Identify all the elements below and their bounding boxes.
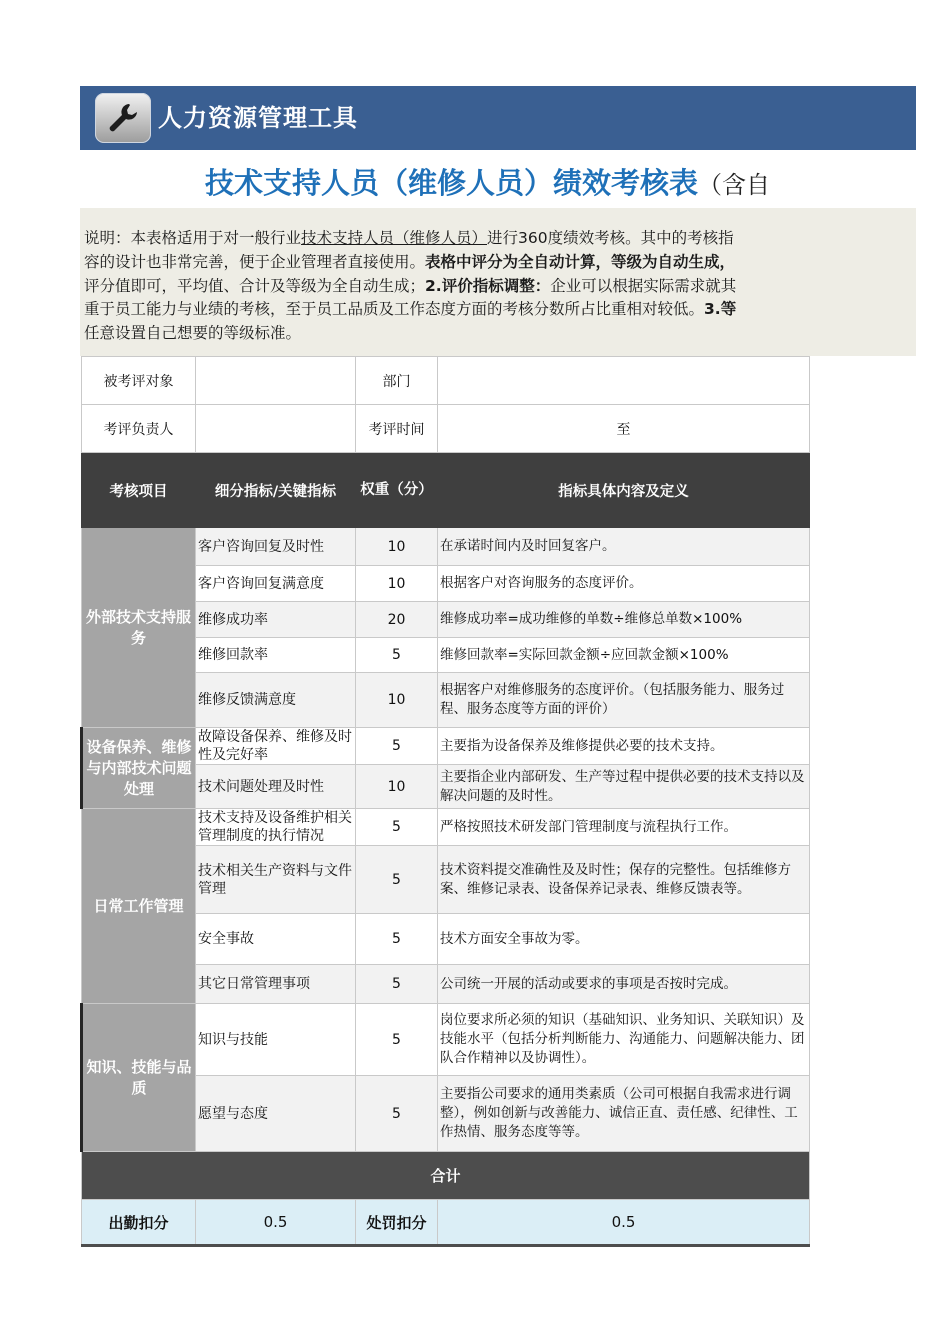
banner-title: 人力资源管理工具: [158, 104, 358, 132]
weight-cell[interactable]: 5: [356, 914, 438, 965]
category-knowledge: 知识、技能与品质: [82, 1004, 196, 1152]
category-daily: 日常工作管理: [82, 809, 196, 1004]
header-weight: 权重（分）: [356, 453, 438, 528]
indicator-cell: 维修成功率: [196, 602, 356, 638]
indicator-cell: 客户咨询回复满意度: [196, 566, 356, 602]
definition-cell: 技术资料提交准确性及及时性；保存的完整性。包括维修方案、维修记录表、设备保养记录表、维修反馈表等。: [438, 846, 810, 914]
indicator-cell: 故障设备保养、维修及时性及完好率: [196, 728, 356, 765]
weight-cell[interactable]: 5: [356, 1004, 438, 1076]
category-external: 外部技术支持服务: [82, 528, 196, 728]
owner-field[interactable]: [196, 405, 356, 453]
weight-cell[interactable]: 10: [356, 528, 438, 566]
deductions-row: [82, 1200, 810, 1246]
penalty-value[interactable]: 0.5: [438, 1200, 810, 1246]
weight-cell[interactable]: 20: [356, 602, 438, 638]
description-panel: [80, 208, 916, 356]
header-category: 考核项目: [82, 453, 196, 528]
weight-cell[interactable]: 5: [356, 965, 438, 1004]
indicator-cell: 维修回款率: [196, 638, 356, 673]
page-title: [205, 160, 808, 206]
total-label: 合计: [82, 1152, 810, 1200]
subject-label: 被考评对象: [82, 357, 196, 405]
category-equipment: 设备保养、维修与内部技术问题处理: [82, 728, 196, 809]
header-definition: 指标具体内容及定义: [438, 453, 810, 528]
total-row: [82, 1152, 810, 1200]
time-label: 考评时间: [356, 405, 438, 453]
indicator-cell: 维修反馈满意度: [196, 673, 356, 728]
info-row: [82, 357, 810, 405]
tool-badge: [95, 93, 151, 143]
info-row: [82, 405, 810, 453]
definition-cell: 主要指企业内部研发、生产等过程中提供必要的技术支持以及解决问题的及时性。: [438, 765, 810, 809]
definition-cell: 技术方面安全事故为零。: [438, 914, 810, 965]
title-main: 技术支持人员（维修人员）绩效考核表: [205, 166, 699, 200]
attendance-label: 出勤扣分: [82, 1200, 196, 1246]
indicator-cell: 安全事故: [196, 914, 356, 965]
definition-cell: 严格按照技术研发部门管理制度与流程执行工作。: [438, 809, 810, 846]
weight-cell[interactable]: 5: [356, 728, 438, 765]
definition-cell: 在承诺时间内及时回复客户。: [438, 528, 810, 566]
dept-label: 部门: [356, 357, 438, 405]
owner-label: 考评负责人: [82, 405, 196, 453]
penalty-label: 处罚扣分: [356, 1200, 438, 1246]
indicator-cell: 技术支持及设备维护相关管理制度的执行情况: [196, 809, 356, 846]
indicator-cell: 知识与技能: [196, 1004, 356, 1076]
indicator-cell: 其它日常管理事项: [196, 965, 356, 1004]
weight-cell[interactable]: 5: [356, 809, 438, 846]
table-header: [82, 453, 810, 528]
indicator-cell: 技术问题处理及时性: [196, 765, 356, 809]
weight-cell[interactable]: 10: [356, 673, 438, 728]
weight-cell[interactable]: 10: [356, 765, 438, 809]
description-text: 说明：本表格适用于对一般行业技术支持人员（维修人员）进行360度绩效考核。其中的考核指 容的设计也非常完善，便于企业管理者直接使用。表格中评分为全自动计算，等级为自动生成， 评分值即可，平均值、合计及等级为全自动生成；2.评价指标调整：企业可以根据实际需求就其 重于员工能力与业绩的考核，至于员工品质及工作态度方面的考核分数所占比重相对较低。3.等 任意设置自己想要的等级标准。: [84, 229, 737, 343]
indicator-cell: 技术相关生产资料与文件管理: [196, 846, 356, 914]
appraisal-table: [80, 356, 810, 1247]
time-field[interactable]: 至: [438, 405, 810, 453]
header-indicator: 细分指标/关键指标: [196, 453, 356, 528]
title-suffix: （含自: [698, 171, 771, 199]
attendance-value[interactable]: 0.5: [196, 1200, 356, 1246]
weight-cell[interactable]: 5: [356, 638, 438, 673]
table-row: [82, 528, 810, 566]
definition-cell: 主要指为设备保养及维修提供必要的技术支持。: [438, 728, 810, 765]
definition-cell: 根据客户对维修服务的态度评价。（包括服务能力、服务过程、服务态度等方面的评价）: [438, 673, 810, 728]
definition-cell: 维修成功率=成功维修的单数÷维修总单数×100%: [438, 602, 810, 638]
dept-field[interactable]: [438, 357, 810, 405]
weight-cell[interactable]: 10: [356, 566, 438, 602]
definition-cell: 主要指公司要求的通用类素质（公司可根据自我需求进行调整），例如创新与改善能力、诚信正直、责任感、纪律性、工作热情、服务态度等等。: [438, 1076, 810, 1152]
definition-cell: 岗位要求所必须的知识（基础知识、业务知识、关联知识）及技能水平（包括分析判断能力、沟通能力、问题解决能力、团队合作精神以及协调性）。: [438, 1004, 810, 1076]
wrench-icon: [105, 100, 141, 136]
table-row: [82, 728, 810, 765]
weight-cell[interactable]: 5: [356, 846, 438, 914]
weight-cell[interactable]: 5: [356, 1076, 438, 1152]
definition-cell: 维修回款率=实际回款金额÷应回款金额×100%: [438, 638, 810, 673]
table-row: [82, 809, 810, 846]
definition-cell: 公司统一开展的活动或要求的事项是否按时完成。: [438, 965, 810, 1004]
subject-field[interactable]: [196, 357, 356, 405]
table-row: [82, 1004, 810, 1076]
definition-cell: 根据客户对咨询服务的态度评价。: [438, 566, 810, 602]
indicator-cell: 客户咨询回复及时性: [196, 528, 356, 566]
indicator-cell: 愿望与态度: [196, 1076, 356, 1152]
